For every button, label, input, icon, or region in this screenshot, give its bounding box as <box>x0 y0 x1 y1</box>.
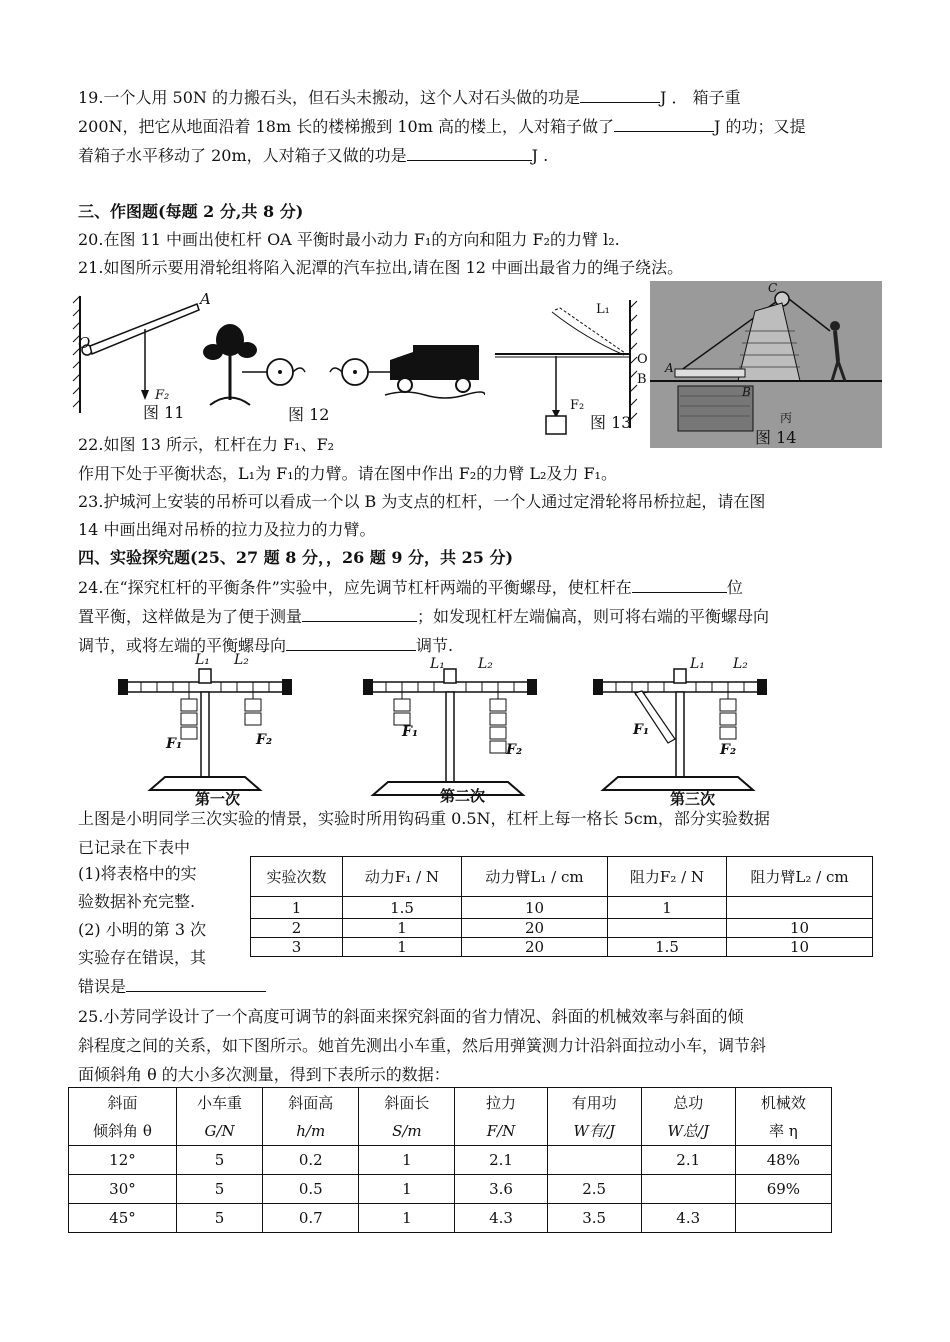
table-cell: 0.2 <box>263 1146 359 1175</box>
q24-side-5: 错误是 <box>78 975 266 999</box>
q20-text: 20.在图 11 中画出使杠杆 OA 平衡时最小动力 F₁的方向和阻力 F₂的力臂 l₂. <box>78 230 620 249</box>
table-cell: 1 <box>343 938 462 957</box>
label-f2: F₂ <box>256 732 273 748</box>
label-l1: L₁ <box>430 656 445 672</box>
table-cell: 4.3 <box>641 1204 735 1233</box>
q24-side-4: 实验存在错误，其 <box>78 948 207 967</box>
q19-line3: 着箱子水平移动了 20m，人对箱子又做的功是 J . <box>78 146 549 165</box>
table-cell: 1 <box>359 1175 455 1204</box>
label-l2: L₂ <box>234 652 249 668</box>
label-a: A <box>200 290 211 308</box>
header-cell: 斜面 倾斜角 θ <box>69 1088 177 1146</box>
q23-line2: 14 中画出绳对吊桥的拉力及拉力的力臂。 <box>78 520 376 539</box>
table-cell-blank[interactable] <box>547 1146 641 1175</box>
q22-line1: 22.如图 13 所示，杠杆在力 F₁、F₂ <box>78 435 335 454</box>
q19-line1: 19.一个人用 50N 的力搬石头，但石头未搬动，这个人对石头做的功是 J ． 箱子重 <box>78 88 741 107</box>
table-header-row <box>69 1088 832 1146</box>
table-cell: 2 <box>251 919 343 938</box>
table-cell: 69% <box>735 1175 831 1204</box>
table-cell: 5 <box>176 1175 262 1204</box>
header-cell: 实验次数 <box>251 857 343 897</box>
answer-blank[interactable] <box>614 115 714 132</box>
figure-12-pulleys <box>195 310 485 410</box>
figure-11-caption: 图 11 <box>143 403 185 422</box>
label-f2: F₂ <box>570 398 585 413</box>
drawbridge-drawing <box>650 281 882 448</box>
section-title: 四、实验探究题(25、27 题 8 分，，26 题 9 分，共 25 分) <box>78 548 514 567</box>
table-row <box>69 1175 832 1204</box>
table-cell: 2.5 <box>547 1175 641 1204</box>
table-row <box>69 1146 832 1175</box>
label-a: A <box>665 361 674 375</box>
q24-side-1: (1)将表格中的实 <box>78 864 197 883</box>
table-cell: 10 <box>727 938 873 957</box>
table-cell: 12° <box>69 1146 177 1175</box>
label-l1: L₁ <box>195 652 210 668</box>
label-bing: 丙 <box>780 411 793 425</box>
figure-14-drawbridge-photo <box>650 281 882 448</box>
table-cell: 0.5 <box>263 1175 359 1204</box>
table-cell: 4.3 <box>455 1204 547 1233</box>
figure-12-caption: 图 12 <box>288 405 330 424</box>
header-cell: 动力臂L₁ / cm <box>462 857 608 897</box>
q23-line1: 23.护城河上安装的吊桥可以看成一个以 B 为支点的杠杆，一个人通过定滑轮将吊桥拉起，请在图 <box>78 492 766 511</box>
answer-blank[interactable] <box>126 975 266 992</box>
answer-blank[interactable] <box>580 86 660 103</box>
table-cell: 10 <box>727 919 873 938</box>
label-f2: F₂ <box>720 742 737 758</box>
table-cell: 3.6 <box>455 1175 547 1204</box>
label-o: O <box>637 352 648 367</box>
table-row <box>69 1204 832 1233</box>
label-f1: F₁ <box>166 736 183 752</box>
header-cell: 斜面长 S/m <box>359 1088 455 1146</box>
label-l1: L₁ <box>690 656 705 672</box>
table-cell: 1 <box>608 897 727 919</box>
label-f2: F₂ <box>506 742 523 758</box>
panel-1-caption: 第一次 <box>195 790 241 808</box>
lever-experiment-panels <box>115 655 815 805</box>
panel-2-caption: 第二次 <box>440 787 486 805</box>
q24-desc-line2: 已记录在下表中 <box>78 838 191 857</box>
q25-line3: 面倾斜角 θ 的大小多次测量，得到下表所示的数据： <box>78 1065 450 1084</box>
label-l2: L₂ <box>478 656 493 672</box>
header-cell: 小车重 G/N <box>176 1088 262 1146</box>
q24-side-3: (2) 小明的第 3 次 <box>78 920 207 939</box>
header-cell: 阻力F₂ / N <box>608 857 727 897</box>
table-cell: 1.5 <box>608 938 727 957</box>
figure-11-lever <box>70 288 200 418</box>
table-cell: 20 <box>462 919 608 938</box>
table-header-row <box>251 857 873 897</box>
header-cell: 机械效 率 η <box>735 1088 831 1146</box>
label-f1: F₁ <box>402 724 419 740</box>
incline-data-table <box>68 1087 832 1233</box>
header-cell: 阻力臂L₂ / cm <box>727 857 873 897</box>
answer-blank[interactable] <box>286 634 416 651</box>
q24-line2: 置平衡，这样做是为了便于测量 ；如发现杠杆左端偏高，则可将右端的平衡螺母向 <box>78 607 770 626</box>
label-l1: L₁ <box>596 302 610 317</box>
label-o: O <box>78 334 91 352</box>
table-cell-blank[interactable] <box>608 919 727 938</box>
figure-13-caption: 图 13 <box>590 413 632 432</box>
table-cell: 30° <box>69 1175 177 1204</box>
answer-blank[interactable] <box>407 144 532 161</box>
q24-line1: 24.在“探究杠杆的平衡条件”实验中，应先调节杠杆两端的平衡螺母，使杠杆在 位 <box>78 578 743 597</box>
header-cell: 拉力 F/N <box>455 1088 547 1146</box>
table-cell: 1 <box>359 1204 455 1233</box>
table-cell-blank[interactable] <box>641 1175 735 1204</box>
table-cell: 0.7 <box>263 1204 359 1233</box>
table-cell-blank[interactable] <box>735 1204 831 1233</box>
header-cell: 动力F₁ / N <box>343 857 462 897</box>
table-cell: 1 <box>343 919 462 938</box>
header-cell: 有用功 W有/J <box>547 1088 641 1146</box>
table-cell: 1 <box>251 897 343 919</box>
q24-side-2: 验数据补充完整. <box>78 892 196 911</box>
section-title: 三、作图题(每题 2 分,共 8 分) <box>78 202 304 221</box>
table-cell: 5 <box>176 1204 262 1233</box>
table-cell: 45° <box>69 1204 177 1233</box>
table-cell: 20 <box>462 938 608 957</box>
table-cell: 1 <box>359 1146 455 1175</box>
header-cell: 总功 W总/J <box>641 1088 735 1146</box>
figure-14-caption: 图 14 <box>755 428 797 447</box>
answer-blank[interactable] <box>302 605 417 622</box>
label-l2: L₂ <box>733 656 748 672</box>
table-cell: 3 <box>251 938 343 957</box>
panel-3-caption: 第三次 <box>670 790 716 808</box>
table-cell: 2.1 <box>641 1146 735 1175</box>
table-row <box>251 919 873 938</box>
panel-1-apparatus <box>118 669 292 790</box>
q25-line1: 25.小芳同学设计了一个高度可调节的斜面来探究斜面的省力情况、斜面的机械效率与斜面的倾 <box>78 1007 744 1026</box>
q19-line2: 200N，把它从地面沿着 18m 长的楼梯搬到 10m 高的楼上，人对箱子做了 J 的功；又提 <box>78 117 806 136</box>
answer-blank[interactable] <box>632 576 727 593</box>
label-c: C <box>768 281 778 295</box>
table-row <box>251 897 873 919</box>
table-cell-blank[interactable] <box>727 897 873 919</box>
table-row <box>251 938 873 957</box>
table-cell: 1.5 <box>343 897 462 919</box>
panel-3-apparatus <box>593 669 767 790</box>
label-b: B <box>742 385 751 399</box>
label-f1: F₁ <box>633 722 650 738</box>
table-cell: 10 <box>462 897 608 919</box>
table-cell: 5 <box>176 1146 262 1175</box>
q25-line2: 斜程度之间的关系，如下图所示。她首先测出小车重，然后用弹簧测力计沿斜面拉动小车，调节斜 <box>78 1036 767 1055</box>
table-cell: 3.5 <box>547 1204 641 1233</box>
label-f2: F₂ <box>155 388 170 403</box>
panel-2-apparatus <box>363 669 537 795</box>
header-cell: 斜面高 h/m <box>263 1088 359 1146</box>
table-cell: 48% <box>735 1146 831 1175</box>
q24-line3: 调节，或将左端的平衡螺母向 调节. <box>78 636 454 655</box>
lever-data-table <box>250 856 873 957</box>
label-b: B <box>637 372 647 387</box>
q24-desc-line1: 上图是小明同学三次实验的情景，实验时所用钩码重 0.5N，杠杆上每一格长 5cm，部分实验数据 <box>78 809 770 828</box>
q22-line2: 作用下处于平衡状态，L₁为 F₁的力臂。请在图中作出 F₂的力臂 L₂及力 F₁。 <box>78 464 617 483</box>
table-cell: 2.1 <box>455 1146 547 1175</box>
q21-text: 21.如图所示要用滑轮组将陷入泥潭的汽车拉出,请在图 12 中画出最省力的绳子绕法。 <box>78 258 684 277</box>
